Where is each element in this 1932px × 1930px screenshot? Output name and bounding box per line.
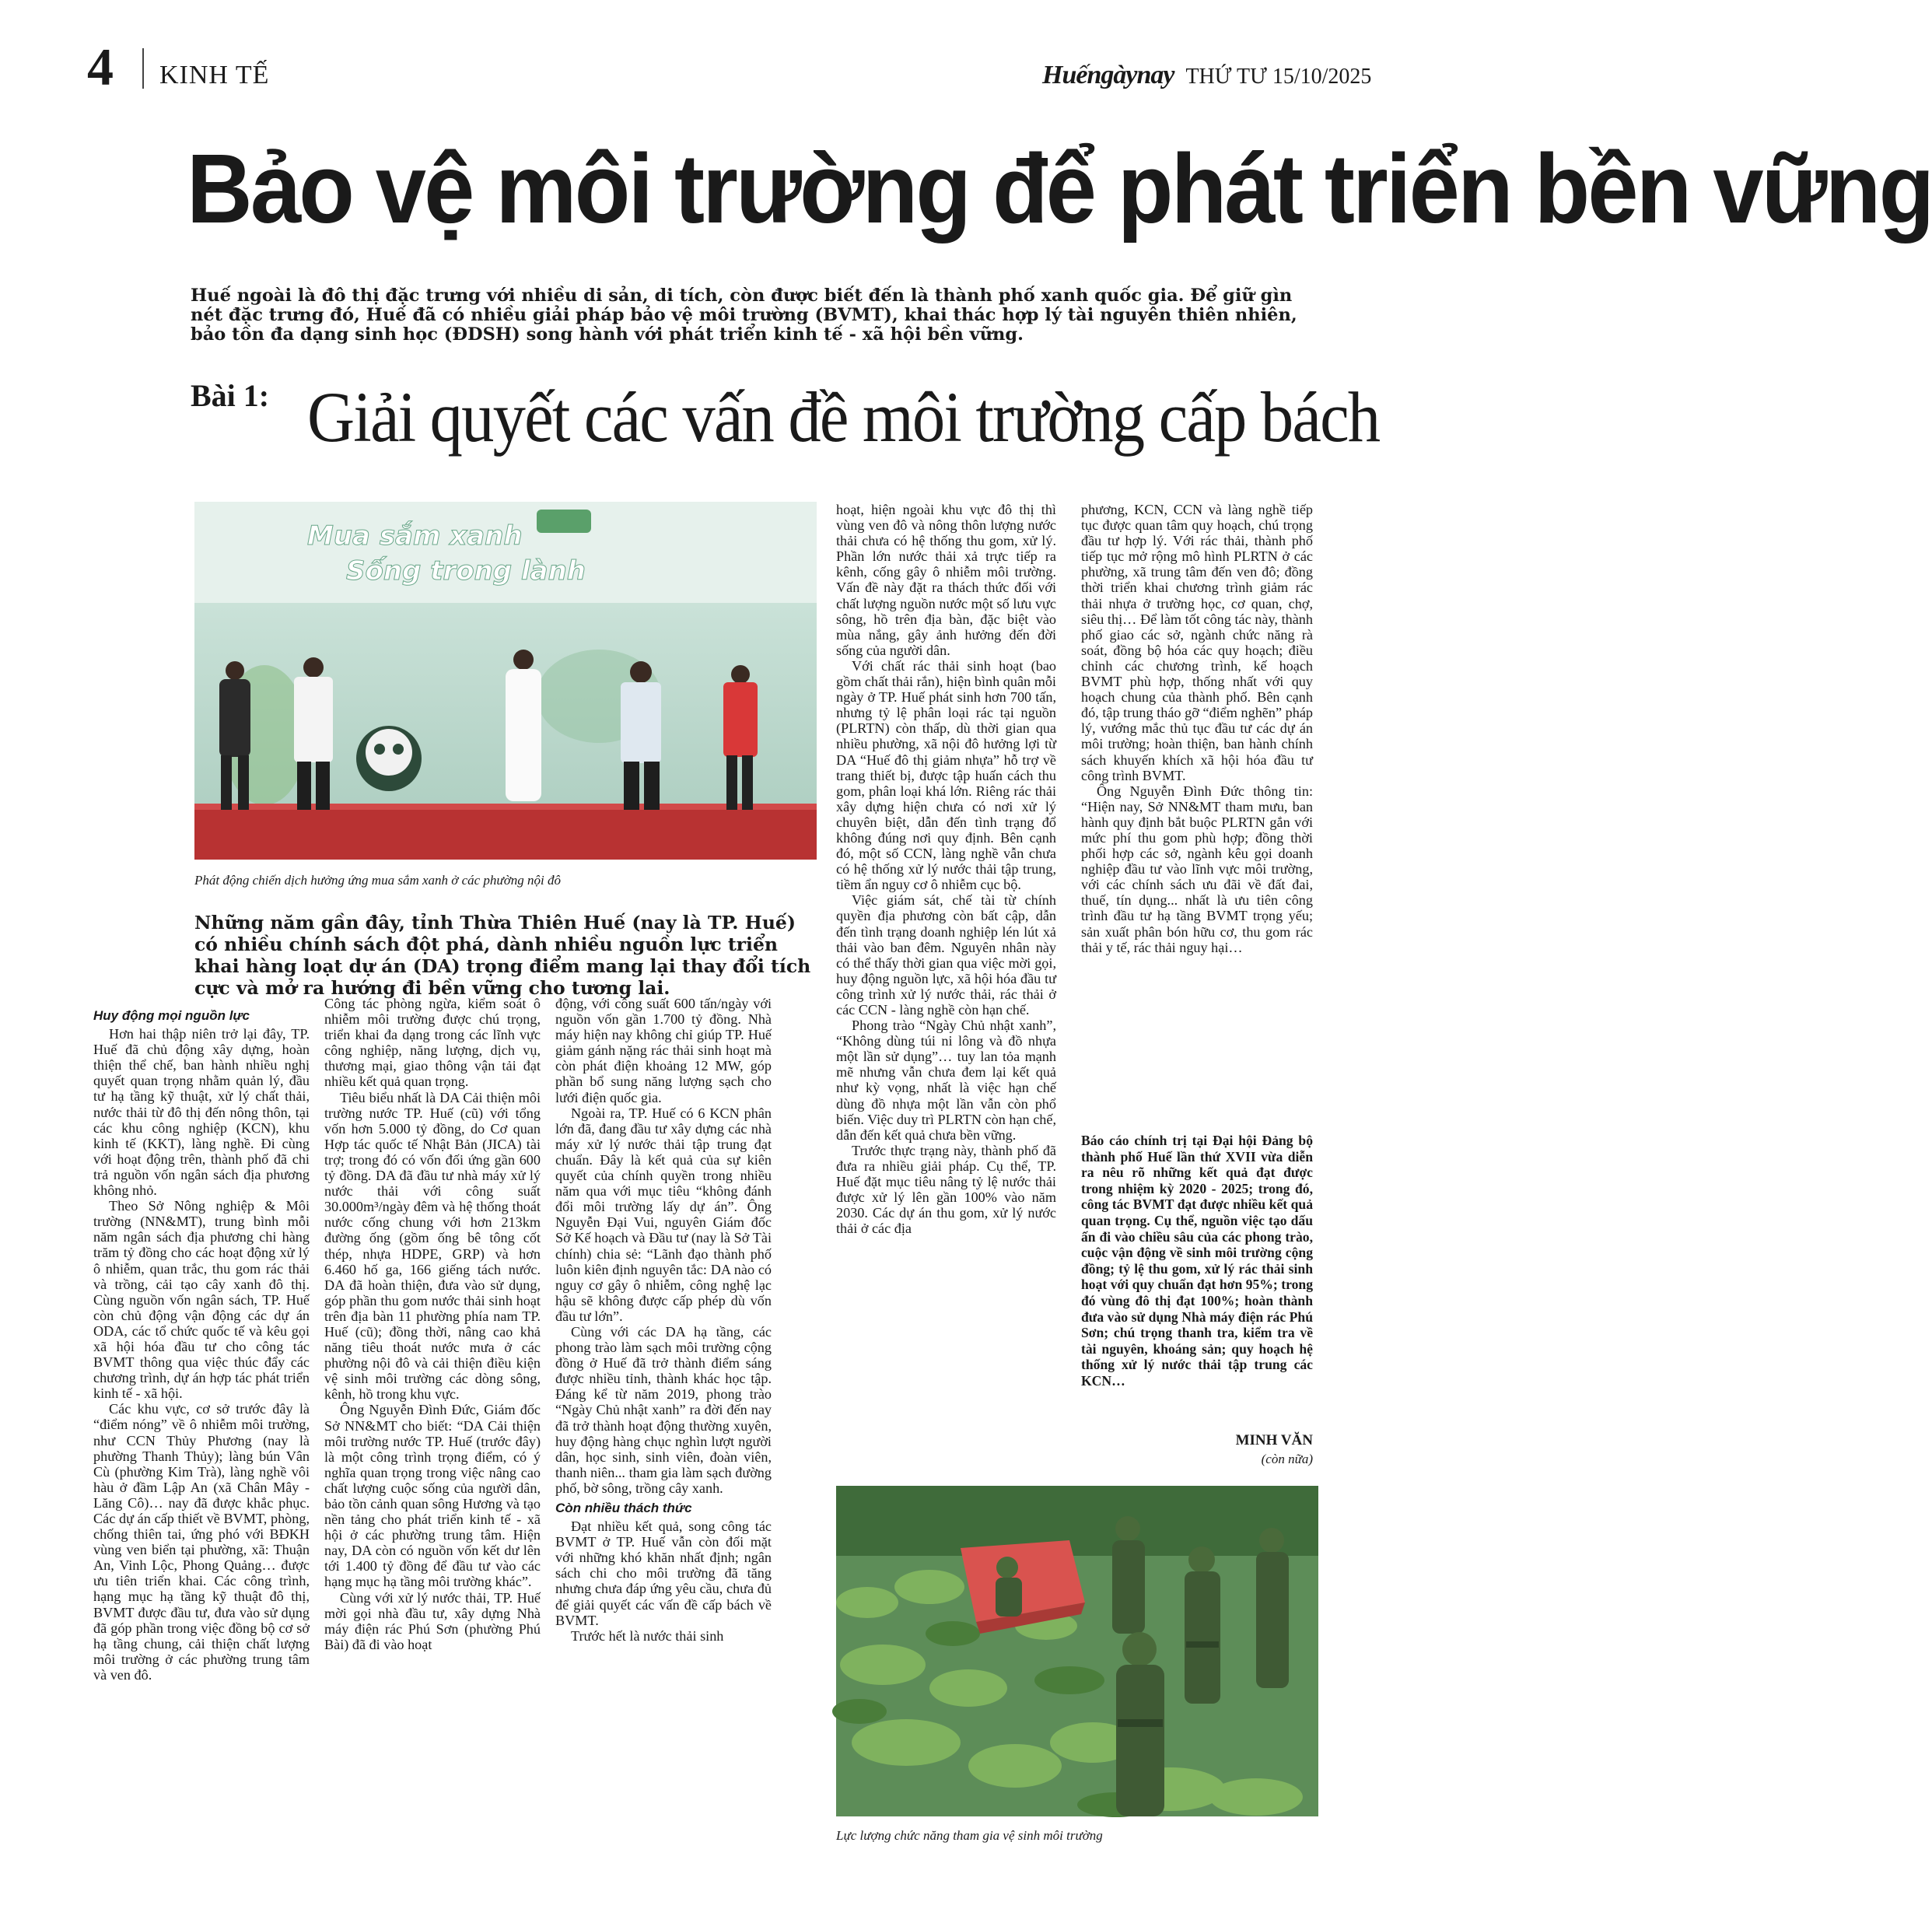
headline: Bảo vệ môi trường để phát triển bền vững <box>187 134 1932 243</box>
photo-caption-2: Lực lượng chức năng tham gia vệ sinh môi trường <box>836 1828 1103 1843</box>
page-number: 4 <box>87 37 114 96</box>
sapo: Những năm gần đây, tỉnh Thừa Thiên Huế (nay là TP. Huế) có nhiều chính sách đột phá, dành nhiều nguồn lực triển khai hàng loạt dự án (DA) trọng điểm mang lại thay đổi tích cực và mở ra hướng đi bền vững cho tương lai. <box>194 912 811 999</box>
continued-note: (còn nữa) <box>1261 1452 1313 1466</box>
body-paragraph: Đạt nhiều kết quả, song công tác BVMT ở TP. Huế vẫn còn đối mặt với những khó khăn nhất định; ngân sách chi cho môi trường đã tăng nhưng chưa đáp ứng yêu cầu, chưa đủ để giải quyết các vấn đề cấp bách về BVMT. <box>555 1518 772 1628</box>
body-paragraph: Công tác phòng ngừa, kiểm soát ô nhiễm môi trường được chú trọng, triển khai đa dạng trong các lĩnh vực công nghiệp, năng lượng, dịch vụ, thương mại, giao thông vận tải đạt nhiều kết quả quan trọng. <box>324 996 541 1090</box>
body-paragraph: hoạt, hiện ngoài khu vực đô thị thì vùng ven đô và nông thôn lượng nước thải chưa có hệ thống thu gom, xử lý. Phần lớn nước thải xả trực tiếp ra kênh, cống gây ô nhiễm môi trường. Vấn đề này đặt ra thách thức đối với chất lượng nguồn nước một số lưu vực sông, hồ trên địa bàn, đặc biệt vào mùa nắng, gây ảnh hưởng đến đời sống của người dân. <box>836 502 1056 658</box>
body-paragraph: Trước thực trạng này, thành phố đã đưa ra nhiều giải pháp. Cụ thể, TP. Huế đặt mục tiêu nâng tỷ lệ nước thải được xử lý lên gần 100% vào năm 2030. Các dự án thu gom, xử lý nước thải ở các địa <box>836 1142 1056 1237</box>
body-paragraph: Theo Sở Nông nghiệp & Môi trường (NN&MT), trung bình mỗi năm ngân sách địa phương chi hàng trăm tỷ đồng cho các hoạt động xử lý ô nhiễm, quan trắc, thu gom rác thải và trồng, cải tạo cây xanh đô thị. Cùng nguồn vốn ngân sách, TP. Huế còn chủ động vận động các dự án ODA, các tổ chức quốc tế và kêu gọi xã hội hóa đầu tư cho công tác BVMT thông qua việc thúc đẩy các chương trình, dự án hợp tác phát triển kinh tế - xã hội. <box>93 1198 310 1402</box>
body-paragraph: Với chất rác thải sinh hoạt (bao gồm chất thải rắn), hiện bình quân mỗi ngày ở TP. Huế phát sinh hơn 700 tấn, nhưng tỷ lệ phân loại rác tại nguồn (PLRTN) còn thấp, dù thời gian qua nhiều phường, xã nội đô hưởng lợi từ DA “Huế đô thị giảm nhựa” hỗ trợ về trang thiết bị, được tập huấn cách thu gom, phân loại khá lớn. Riêng rác thải xây dựng hiện chưa có nơi xử lý chuyên biệt, dẫn đến tình trạng đổ không đúng nơi quy định. Bên cạnh đó, một số CCN, làng nghề vẫn chưa có hệ thống xử lý nước thải tập trung, tiềm ẩn nguy cơ ô nhiễm cục bộ. <box>836 657 1056 893</box>
banner-line-2: Sống trong lành <box>346 555 586 587</box>
brand-name: Huếngàynay <box>1042 61 1174 89</box>
body-paragraph: Ngoài ra, TP. Huế có 6 KCN phân lớn đã, đang đầu tư xây dựng các nhà máy xử lý nước thải tập trung đạt chuẩn. Đây là kết quả của sự kiên quyết của chính quyền trong nhiều năm qua với mục tiêu “không đánh đổi môi trường lấy dự án”. Ông Nguyễn Đại Vui, nguyên Giám đốc Sở Kế hoạch và Đầu tư (nay là Sở Tài chính) chia sẻ: “Lãnh đạo thành phố luôn kiên định nguyên tắc: DA nào có nguy cơ gây ô nhiễm, công nghệ lạc hậu sẽ không được cấp phép dù vốn đầu tư lớn”. <box>555 1105 772 1324</box>
body-paragraph: Tiêu biểu nhất là DA Cải thiện môi trường nước TP. Huế (cũ) với tổng vốn hơn 5.000 tỷ đồng, do Cơ quan Hợp tác quốc tế Nhật Bản (JICA) tài trợ; trong đó có vốn đối ứng gần 600 tỷ đồng. DA đã đầu tư nhà máy xử lý nước thải với công suất 30.000m³/ngày đêm và hệ thống thoát nước cống chung với hơn 213km đường ống (gồm ống bê tông cốt thép, nhựa HDPE, GRP) và hơn 6.460 hố ga, 166 giếng tách nước. DA đã hoàn thiện, đưa vào sử dụng, góp phần thu gom nước thải sinh hoạt trên địa bàn 11 phường phía nam TP. Huế (cũ); đồng thời, nâng cao khả năng tiêu thoát nước mưa ở các phường nội đô và cải thiện điều kiện vệ sinh môi trường các dòng sông, kênh, hồ trong khu vực. <box>324 1089 541 1403</box>
body-paragraph: Ông Nguyễn Đình Đức, Giám đốc Sở NN&MT cho biết: “DA Cải thiện môi trường nước TP. Huế (trước đây) là một công trình trọng điểm, có ý nghĩa quan trọng trong việc nâng cao chất lượng cuộc sống của người dân, bảo tồn cảnh quan sông Hương và tạo nền tảng cho phát triển kinh tế - xã hội ở các phường trung tâm. Hiện nay, DA còn có nguồn vốn kết dư lên tới 1.400 tỷ đồng để đầu tư vào các hạng mục hạ tầng môi trường khác”. <box>324 1402 541 1590</box>
cleanup-photo <box>836 1486 1318 1816</box>
banner-line-1: Mua sắm xanh <box>307 520 523 552</box>
body-column-4 <box>836 502 1056 1236</box>
issue-date: THỨ TƯ 15/10/2025 <box>1185 65 1372 89</box>
event-photo <box>194 502 817 860</box>
lead-paragraph: Huế ngoài là đô thị đặc trưng với nhiều di sản, di tích, còn được biết đến là thành phố xanh quốc gia. Để giữ gìn nét đặc trưng đó, Huế đã có nhiều giải pháp bảo vệ môi trường (BVMT), khai thác hợp lý tài nguyên thiên nhiên, bảo tồn đa dạng sinh học (ĐDSH) song hành với phát triển kinh tế - xã hội bền vững. <box>191 285 1297 345</box>
body-column-5 <box>1081 502 1313 955</box>
body-paragraph: Hơn hai thập niên trở lại đây, TP. Huế đã chủ động xây dựng, hoàn thiện thể chế, ban hành nhiều nghị quyết quan trọng nhằm quản lý, đầu tư hạ tầng kỹ thuật, xử lý chất thải, nước thải từ đô thị đến nông thôn, tại các khu công nghiệp (KCN), khu kinh tế (KKT), làng nghề. Đi cùng với hoạt động trên, thành phố đã chi trả nguồn vốn ngân sách địa phương không nhỏ. <box>93 1026 310 1199</box>
masthead-brand <box>1042 61 1371 90</box>
body-paragraph: phương, KCN, CCN và làng nghề tiếp tục được quan tâm quy hoạch, chú trọng đầu tư hợp lý. Với rác thải, thành phố tiếp tục mở rộng mô hình PLRTN ở các phường, xã trung tâm đến ven đô; đồng thời triển khai chương trình giảm rác thải nhựa ở trường học, cơ quan, chợ, siêu thị… Để làm tốt công tác này, thành phố giao các sở, ngành chức năng rà soát, đồng bộ hóa các quy hoạch; điều chỉnh các chương trình, kế hoạch BVMT phù hợp, thống nhất với quy hoạch chung của thành phố. Bên cạnh đó, tập trung tháo gỡ “điểm nghẽn” pháp lý, vướng mắc thủ tục đầu tư các dự án môi trường; hoàn thiện, ban hành chính sách khuyến khích xã hội hóa đầu tư công trình BVMT. <box>1081 502 1313 783</box>
body-column-1 <box>93 1004 310 1683</box>
body-column-2 <box>324 996 541 1652</box>
cleanup-photo-illustration <box>836 1486 1318 1816</box>
body-paragraph: Các khu vực, cơ sở trước đây là “điểm nóng” về ô nhiễm môi trường, như CCN Thủy Phương (nay là phường Thanh Thủy); làng bún Vân Cù (phường Kim Trà), làng nghề vôi hàu ở đầm Lập An (xã Chân Mây - Lăng Cô)… nay đã được khắc phục. Các dự án cấp thiết về BVMT, phòng, chống thiên tai, ứng phó với BĐKH vùng ven biển tại phường, xã: Thuận An, Vinh Lộc, Phong Quảng… được ưu tiên triển khai. Các công trình, hạng mục hạ tầng kỹ thuật đô thị, BVMT được đầu tư, đưa vào sử dụng đã góp phần trong việc đồng bộ cơ sở hạ tầng chung, cải thiện chất lượng môi trường ở các phường trung tâm và ven đô. <box>93 1401 310 1683</box>
boxout-summary: Báo cáo chính trị tại Đại hội Đảng bộ thành phố Huế lần thứ XVII vừa diễn ra nêu rõ những kết quả đạt được trong nhiệm kỳ 2020 - 2025; trong đó, công tác BVMT đạt được nhiều kết quả quan trọng. Cụ thể, nguồn việc tạo dấu ấn đi vào chiều sâu của các phong trào, cuộc vận động về sinh môi trường cộng đồng; tỷ lệ thu gom, xử lý rác thải sinh hoạt với quy chuẩn đạt hơn 95%; trong đó vùng đô thị đạt 100%; hoàn thành đưa vào sử dụng Nhà máy điện rác Phú Sơn; chú trọng thanh tra, kiểm tra về tài nguyên, khoáng sản; quy hoạch hệ thống xử lý nước thải tập trung các KCN… <box>1081 1133 1313 1389</box>
body-paragraph: Cùng với các DA hạ tầng, các phong trào làm sạch môi trường cộng đồng ở Huế đã trở thành điểm sáng được nhiều tỉnh, thành khác học tập. Đáng kể từ năm 2019, phong trào “Ngày Chủ nhật xanh” ra đời đến nay đã trở thành hoạt động thường xuyên, huy động hàng chục nghìn lượt người dân, học sinh, sinh viên, đoàn viên, thanh niên... tham gia làm sạch đường phố, bờ sông, trồng cây xanh. <box>555 1323 772 1496</box>
event-photo-illustration <box>194 502 817 860</box>
body-paragraph: động, với công suất 600 tấn/ngày với nguồn vốn gần 1.700 tỷ đồng. Nhà máy hiện nay không chỉ giúp TP. Huế giảm gánh nặng rác thải sinh hoạt mà còn phát điện khoảng 12 MW, góp phần bổ sung năng lượng sạch cho lưới điện quốc gia. <box>555 996 772 1105</box>
header-divider <box>142 48 144 89</box>
body-paragraph: Việc giám sát, chế tài từ chính quyền địa phương còn bất cập, dẫn đến tình trạng doanh nghiệp lén lút xả thải vào ban đêm. Nguyên nhân này có thể thấy thời gian qua việc mời gọi, huy động nguồn lực, xã hội hóa đầu tư công trình xử lý nước thải, rác thải ở các CCN - làng nghề còn hạn chế. <box>836 892 1056 1018</box>
part-label: Bài 1: <box>191 378 270 413</box>
body-paragraph: Ông Nguyễn Đình Đức thông tin: “Hiện nay, Sở NN&MT tham mưu, ban hành quy định bắt buộc PLRTN gắn với mức phí thu gom phù hợp; đồng thời phối hợp các sở, ngành kêu gọi doanh nghiệp đầu tư vào lĩnh vực môi trường, với các chính sách ưu đãi về đất đai, thuế, tín dụng... nhất là ưu tiên công trình đầu tư hạ tầng BVMT trọng yếu; sản xuất phân bón hữu cơ, thu gom rác thải y tế, rác thải nguy hại… <box>1081 783 1313 955</box>
section-subhead: Còn nhiều thách thức <box>555 1501 692 1515</box>
body-paragraph: Trước hết là nước thải sinh <box>571 1627 724 1644</box>
section-label: KINH TẾ <box>159 61 270 89</box>
byline: MINH VĂN <box>1235 1432 1313 1448</box>
body-paragraph: Phong trào “Ngày Chủ nhật xanh”, “Không dùng túi ni lông và đồ nhựa một lần sử dụng”… tuy lan tỏa mạnh mẽ nhưng vẫn chưa đem lại kết quả như kỳ vọng, nhất là việc hạn chế dùng đồ nhựa một lần vẫn còn phổ biến. Việc duy trì PLRTN còn hạn chế, dẫn đến kết quả chưa bền vững. <box>836 1018 1056 1143</box>
section-subhead: Huy động mọi nguồn lực <box>93 1008 250 1023</box>
body-paragraph: Cùng với xử lý nước thải, TP. Huế mời gọi nhà đầu tư, xây dựng Nhà máy điện rác Phú Sơn (phường Phú Bài) đã đi vào hoạt <box>324 1589 541 1652</box>
subheadline: Giải quyết các vấn đề môi trường cấp bách <box>307 377 1380 457</box>
body-column-3 <box>555 996 772 1644</box>
photo-caption: Phát động chiến dịch hưởng ứng mua sắm xanh ở các phường nội đô <box>194 873 562 888</box>
